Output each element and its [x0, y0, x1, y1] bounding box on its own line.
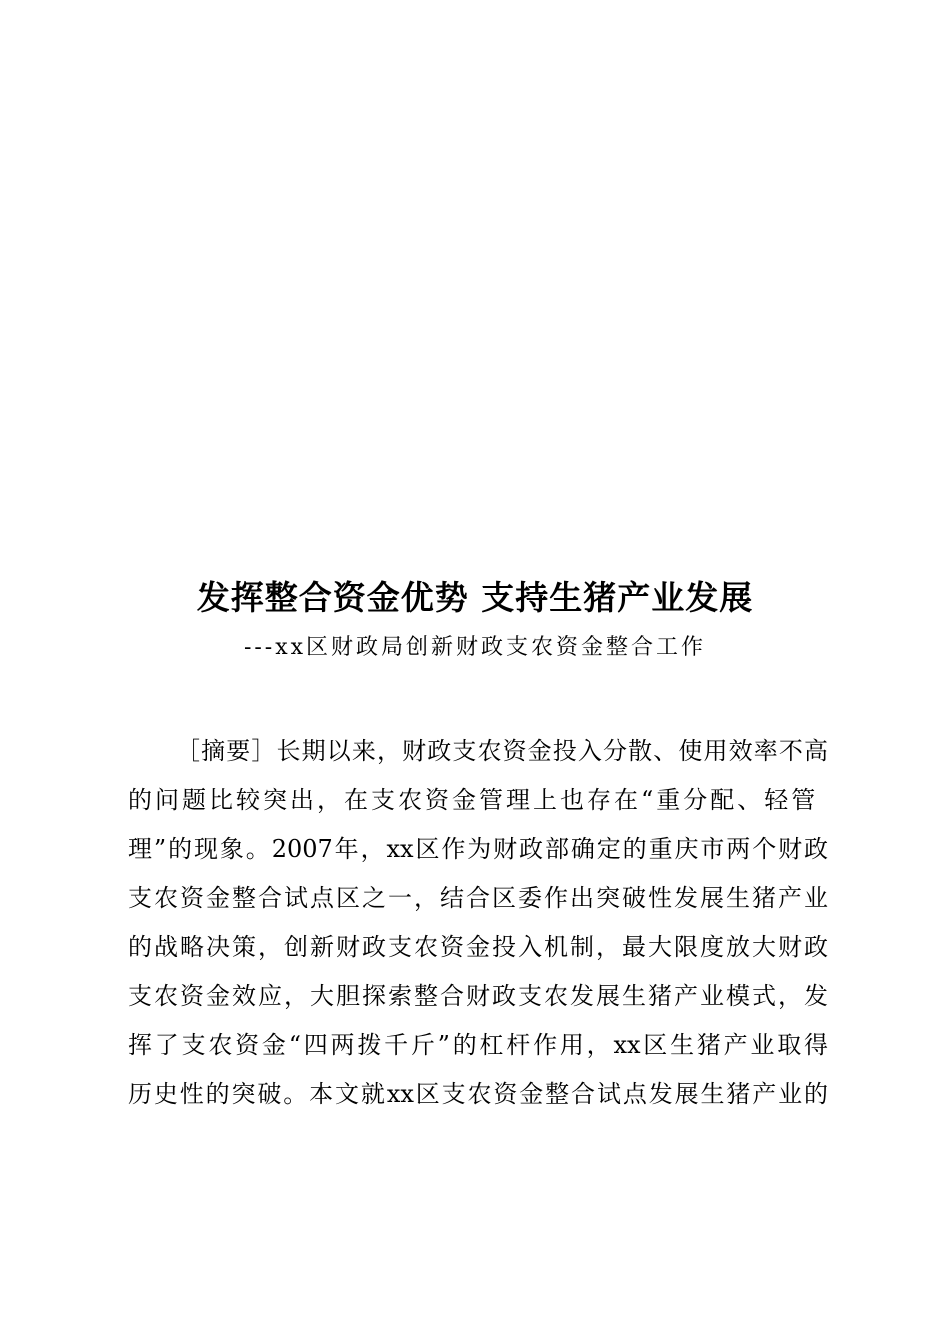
paragraph-line: 支农资金整合试点区之一，结合区委作出突破性发展生猪产业	[128, 884, 828, 912]
paragraph-line: 的战略决策，创新财政支农资金投入机制，最大限度放大财政	[128, 933, 828, 961]
line-text: 长期以来，财政支农资金投入分散、使用效率不高	[276, 737, 829, 765]
paragraph-line: 的问题比较突出，在支农资金管理上也存在“重分配、轻管	[128, 786, 819, 814]
paragraph-line: 支农资金效应，大胆探索整合财政支农发展生猪产业模式，发	[128, 982, 828, 1010]
abstract-label: ［摘要］	[176, 737, 277, 765]
paragraph-line: 历史性的突破。本文就xx区支农资金整合试点发展生猪产业的	[128, 1080, 828, 1108]
paragraph-line	[128, 727, 828, 776]
document-title: 发挥整合资金优势 支持生猪产业发展	[196, 578, 754, 617]
paragraph-line: 理”的现象。2007年，xx区作为财政部确定的重庆市两个财政	[128, 835, 828, 863]
paragraph-line: 挥了支农资金“四两拨千斤”的杠杆作用，xx区生猪产业取得	[128, 1031, 828, 1059]
abstract-paragraph	[128, 727, 828, 1119]
document-subtitle: ---xx区财政局创新财政支农资金整合工作	[243, 635, 707, 660]
